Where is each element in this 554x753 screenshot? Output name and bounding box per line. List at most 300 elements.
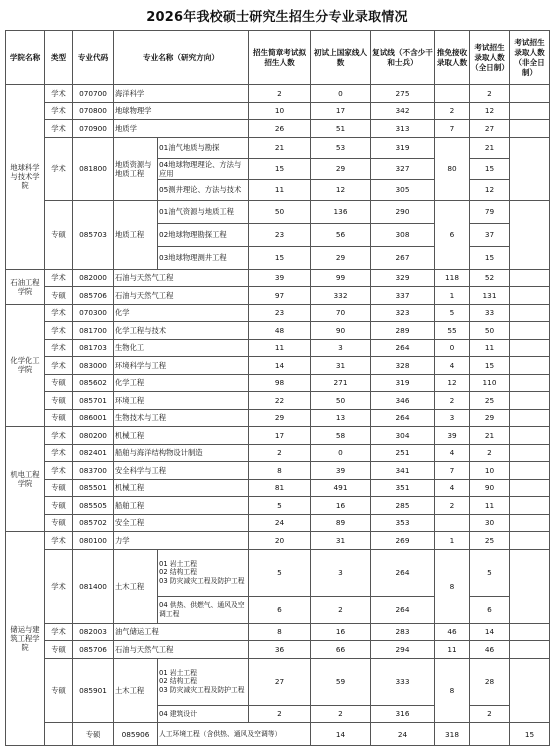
line-cell: 58	[311, 427, 371, 445]
score-cell: 333	[371, 658, 435, 705]
college-cell: 地球科学与技术学院	[6, 85, 45, 270]
major-cell: 机械工程	[114, 479, 249, 497]
code-cell: 082003	[73, 623, 114, 641]
major-cell: 安全科学与工程	[114, 462, 249, 480]
header-exempt: 推免接收录取人数	[435, 31, 470, 85]
plan-cell: 97	[249, 287, 311, 305]
fulltime-cell: 29	[470, 409, 510, 427]
type-cell: 专硕	[45, 641, 73, 659]
header-type: 类型	[45, 31, 73, 85]
line-cell: 89	[311, 514, 371, 532]
line-cell: 39	[311, 462, 371, 480]
code-cell: 085501	[73, 479, 114, 497]
table-row	[6, 102, 550, 120]
score-cell: 294	[371, 641, 435, 659]
exempt-cell: 55	[435, 322, 470, 340]
table-row	[6, 549, 550, 596]
type-cell: 学术	[45, 532, 73, 550]
exempt-cell: 2	[435, 497, 470, 515]
major-cell: 环境科学与工程	[114, 357, 249, 375]
parttime-cell	[510, 120, 550, 138]
plan-cell: 20	[249, 532, 311, 550]
exempt-cell: 4	[435, 357, 470, 375]
fulltime-cell: 21	[470, 137, 510, 158]
major-cell: 地质工程	[114, 200, 158, 269]
parttime-cell	[510, 269, 550, 287]
major-cell: 船舶与海洋结构物设计制造	[114, 444, 249, 462]
table-row	[6, 304, 550, 322]
line-cell: 70	[311, 304, 371, 322]
code-cell: 085901	[73, 658, 114, 723]
plan-cell: 26	[249, 120, 311, 138]
exempt-cell	[435, 514, 470, 532]
score-cell: 327	[371, 158, 435, 179]
code-cell: 085703	[73, 200, 114, 269]
score-cell: 353	[371, 514, 435, 532]
parttime-cell	[510, 200, 550, 269]
code-cell: 086001	[73, 409, 114, 427]
exempt-cell: 1	[435, 287, 470, 305]
type-cell: 专硕	[45, 409, 73, 427]
line-cell: 31	[311, 532, 371, 550]
fulltime-cell: 12	[470, 179, 510, 200]
score-cell: 319	[371, 137, 435, 158]
parttime-cell	[510, 641, 550, 659]
type-cell: 学术	[45, 623, 73, 641]
plan-cell: 11	[249, 179, 311, 200]
direction-cell: 04地球物理理论、方法与应用	[158, 158, 249, 179]
parttime-cell	[510, 304, 550, 322]
plan-cell: 23	[249, 223, 311, 246]
fulltime-cell: 11	[470, 339, 510, 357]
code-cell: 085505	[73, 497, 114, 515]
score-cell: 341	[371, 462, 435, 480]
major-cell: 环境工程	[114, 392, 249, 410]
direction-cell: 01 岩土工程 02 结构工程 03 防灾减灾工程及防护工程	[158, 549, 249, 596]
line-cell: 59	[311, 658, 371, 705]
line-cell: 66	[311, 641, 371, 659]
line-cell: 13	[311, 409, 371, 427]
table-row	[6, 137, 550, 158]
fulltime-cell: 27	[470, 120, 510, 138]
exempt-cell: 11	[435, 641, 470, 659]
major-cell: 人工环境工程（含供热、通风及空调等）	[158, 723, 311, 746]
table-row	[6, 200, 550, 223]
major-cell: 土木工程	[114, 658, 158, 723]
table-row	[6, 658, 550, 705]
direction-cell: 01油气资源与地质工程	[158, 200, 249, 223]
code-cell: 080200	[73, 427, 114, 445]
code-cell: 082000	[73, 269, 114, 287]
line-cell: 50	[311, 392, 371, 410]
plan-cell: 48	[249, 322, 311, 340]
direction-cell: 03地球物理测井工程	[158, 246, 249, 269]
parttime-cell	[510, 392, 550, 410]
score-cell: 319	[371, 374, 435, 392]
line-cell: 3	[311, 549, 371, 596]
parttime-cell	[510, 137, 550, 200]
type-cell: 学术	[45, 549, 73, 623]
parttime-cell	[510, 374, 550, 392]
fulltime-cell: 11	[470, 497, 510, 515]
fulltime-cell: 15	[510, 723, 550, 746]
fulltime-cell: 5	[470, 549, 510, 596]
type-cell: 学术	[45, 269, 73, 287]
score-cell: 290	[371, 200, 435, 223]
type-cell: 学术	[45, 339, 73, 357]
table-row	[6, 444, 550, 462]
major-cell: 化学	[114, 304, 249, 322]
code-cell: 085602	[73, 374, 114, 392]
parttime-cell	[510, 658, 550, 723]
exempt-cell	[435, 85, 470, 103]
parttime-cell	[510, 479, 550, 497]
major-cell: 海洋科学	[114, 85, 249, 103]
fulltime-cell: 6	[470, 596, 510, 623]
code-cell: 080100	[73, 532, 114, 550]
exempt-cell: 3	[435, 409, 470, 427]
score-cell: 351	[371, 479, 435, 497]
table-row	[6, 427, 550, 445]
exempt-cell: 5	[435, 304, 470, 322]
line-cell: 0	[311, 85, 371, 103]
exempt-cell: 7	[435, 462, 470, 480]
type-cell: 学术	[45, 120, 73, 138]
plan-cell: 2	[249, 705, 311, 723]
code-cell: 085906	[114, 723, 158, 746]
fulltime-cell: 15	[470, 357, 510, 375]
type-cell: 专硕	[45, 479, 73, 497]
fulltime-cell: 50	[470, 322, 510, 340]
exempt-cell: 1	[435, 532, 470, 550]
code-cell: 082401	[73, 444, 114, 462]
major-cell: 石油与天然气工程	[114, 287, 249, 305]
line-cell: 53	[311, 137, 371, 158]
code-cell: 085701	[73, 392, 114, 410]
plan-cell: 27	[249, 658, 311, 705]
major-cell: 油气储运工程	[114, 623, 249, 641]
plan-cell: 21	[249, 137, 311, 158]
table-row	[6, 462, 550, 480]
major-cell: 安全工程	[114, 514, 249, 532]
score-cell: 283	[371, 623, 435, 641]
plan-cell: 81	[249, 479, 311, 497]
plan-cell: 8	[249, 462, 311, 480]
score-cell: 318	[435, 723, 470, 746]
score-cell: 269	[371, 532, 435, 550]
parttime-cell	[510, 85, 550, 103]
page-title: 2026年我校硕士研究生招生分专业录取情况	[146, 10, 408, 25]
type-cell: 学术	[45, 85, 73, 103]
score-cell: 264	[371, 409, 435, 427]
major-cell: 石油与天然气工程	[114, 641, 249, 659]
score-cell: 313	[371, 120, 435, 138]
score-cell: 323	[371, 304, 435, 322]
line-cell: 99	[311, 269, 371, 287]
major-cell: 生物技术与工程	[114, 409, 249, 427]
type-cell: 学术	[45, 427, 73, 445]
exempt-cell: 0	[435, 339, 470, 357]
header-score: 复试线（不含少干和士兵）	[371, 31, 435, 85]
line-cell: 24	[371, 723, 435, 746]
exempt-cell: 6	[435, 200, 470, 269]
fulltime-cell: 37	[470, 223, 510, 246]
code-cell: 070300	[73, 304, 114, 322]
code-cell: 081700	[73, 322, 114, 340]
college-cell: 化学化工学院	[6, 304, 45, 427]
plan-cell: 36	[249, 641, 311, 659]
plan-cell: 5	[249, 497, 311, 515]
direction-cell: 02地球物理勘探工程	[158, 223, 249, 246]
line-cell: 31	[311, 357, 371, 375]
fulltime-cell: 52	[470, 269, 510, 287]
line-cell: 16	[311, 497, 371, 515]
fulltime-cell: 15	[470, 158, 510, 179]
table-row	[6, 409, 550, 427]
score-cell: 316	[371, 705, 435, 723]
header-code: 专业代码	[73, 31, 114, 85]
parttime-cell	[510, 532, 550, 550]
header-fulltime: 考试招生录取人数（全日制）	[470, 31, 510, 85]
fulltime-cell: 131	[470, 287, 510, 305]
parttime-cell	[510, 322, 550, 340]
fulltime-cell: 110	[470, 374, 510, 392]
type-cell: 专硕	[45, 374, 73, 392]
fulltime-cell: 46	[470, 641, 510, 659]
score-cell: 337	[371, 287, 435, 305]
major-cell: 机械工程	[114, 427, 249, 445]
plan-cell: 6	[249, 596, 311, 623]
code-cell: 081800	[73, 137, 114, 200]
score-cell: 289	[371, 322, 435, 340]
type-cell: 学术	[45, 304, 73, 322]
score-cell: 329	[371, 269, 435, 287]
line-cell: 136	[311, 200, 371, 223]
code-cell: 083000	[73, 357, 114, 375]
line-cell: 51	[311, 120, 371, 138]
table-row	[6, 392, 550, 410]
code-cell: 081703	[73, 339, 114, 357]
type-cell: 学术	[45, 137, 73, 200]
college-cell	[45, 723, 73, 746]
fulltime-cell: 12	[470, 102, 510, 120]
line-cell: 16	[311, 623, 371, 641]
exempt-cell: 12	[435, 374, 470, 392]
code-cell: 085702	[73, 514, 114, 532]
fulltime-cell: 2	[470, 85, 510, 103]
major-cell: 石油与天然气工程	[114, 269, 249, 287]
plan-cell: 50	[249, 200, 311, 223]
plan-cell: 98	[249, 374, 311, 392]
table-row	[6, 514, 550, 532]
fulltime-cell: 2	[470, 444, 510, 462]
code-cell: 085706	[73, 641, 114, 659]
major-cell: 船舶工程	[114, 497, 249, 515]
parttime-cell	[510, 623, 550, 641]
line-cell: 332	[311, 287, 371, 305]
parttime-cell	[510, 339, 550, 357]
score-cell: 342	[371, 102, 435, 120]
plan-cell: 15	[249, 246, 311, 269]
line-cell: 17	[311, 102, 371, 120]
exempt-cell: 39	[435, 427, 470, 445]
table-row	[6, 532, 550, 550]
parttime-cell	[510, 102, 550, 120]
parttime-cell	[510, 444, 550, 462]
code-cell: 083700	[73, 462, 114, 480]
major-cell: 地质学	[114, 120, 249, 138]
line-cell: 3	[311, 339, 371, 357]
major-cell: 力学	[114, 532, 249, 550]
type-cell: 学术	[45, 322, 73, 340]
table-row	[6, 497, 550, 515]
code-cell: 070800	[73, 102, 114, 120]
score-cell: 264	[371, 549, 435, 596]
plan-cell: 5	[249, 549, 311, 596]
type-cell: 学术	[45, 357, 73, 375]
score-cell: 308	[371, 223, 435, 246]
fulltime-cell: 79	[470, 200, 510, 223]
fulltime-cell: 21	[470, 427, 510, 445]
header-parttime: 考试招生录取人数（非全日制）	[510, 31, 550, 85]
type-cell: 专硕	[45, 392, 73, 410]
type-cell: 学术	[45, 444, 73, 462]
line-cell: 56	[311, 223, 371, 246]
plan-cell: 2	[249, 444, 311, 462]
type-cell: 学术	[45, 102, 73, 120]
table-row	[6, 357, 550, 375]
score-cell: 264	[371, 596, 435, 623]
type-cell: 学术	[45, 462, 73, 480]
exempt-cell	[470, 723, 510, 746]
fulltime-cell: 14	[470, 623, 510, 641]
line-cell: 0	[311, 444, 371, 462]
plan-cell: 17	[249, 427, 311, 445]
score-cell: 304	[371, 427, 435, 445]
plan-cell: 22	[249, 392, 311, 410]
score-cell: 275	[371, 85, 435, 103]
fulltime-cell: 30	[470, 514, 510, 532]
exempt-cell: 8	[435, 549, 470, 623]
type-cell: 专硕	[45, 658, 73, 723]
plan-cell: 39	[249, 269, 311, 287]
header-major: 专业名称（研究方向）	[114, 31, 249, 85]
plan-cell: 29	[249, 409, 311, 427]
table-row	[6, 479, 550, 497]
admission-table	[5, 30, 550, 746]
code-cell: 070700	[73, 85, 114, 103]
type-cell: 专硕	[45, 497, 73, 515]
line-cell: 90	[311, 322, 371, 340]
type-cell: 专硕	[73, 723, 114, 746]
score-cell: 251	[371, 444, 435, 462]
exempt-cell: 8	[435, 658, 470, 723]
major-cell: 地球物理学	[114, 102, 249, 120]
parttime-cell	[510, 514, 550, 532]
line-cell: 271	[311, 374, 371, 392]
plan-cell: 14	[311, 723, 371, 746]
score-cell: 285	[371, 497, 435, 515]
type-cell: 专硕	[45, 287, 73, 305]
major-cell: 生物化工	[114, 339, 249, 357]
direction-cell: 01 岩土工程 02 结构工程 03 防灾减灾工程及防护工程	[158, 658, 249, 705]
plan-cell: 8	[249, 623, 311, 641]
score-cell: 267	[371, 246, 435, 269]
fulltime-cell: 25	[470, 392, 510, 410]
parttime-cell	[510, 427, 550, 445]
type-cell: 专硕	[45, 200, 73, 269]
score-cell: 328	[371, 357, 435, 375]
exempt-cell: 4	[435, 479, 470, 497]
fulltime-cell: 15	[470, 246, 510, 269]
major-cell: 化学工程与技术	[114, 322, 249, 340]
major-cell: 土木工程	[114, 549, 158, 623]
line-cell: 29	[311, 246, 371, 269]
code-cell: 081400	[73, 549, 114, 623]
exempt-cell: 7	[435, 120, 470, 138]
table-row	[6, 120, 550, 138]
exempt-cell: 2	[435, 392, 470, 410]
header-line: 初试上国家线人数	[311, 31, 371, 85]
table-row	[6, 85, 550, 103]
exempt-cell: 118	[435, 269, 470, 287]
line-cell: 2	[311, 596, 371, 623]
plan-cell: 15	[249, 158, 311, 179]
plan-cell: 14	[249, 357, 311, 375]
table-row	[6, 269, 550, 287]
score-cell: 264	[371, 339, 435, 357]
line-cell: 29	[311, 158, 371, 179]
major-cell: 地质资源与地质工程	[114, 137, 158, 200]
college-cell: 机电工程学院	[6, 427, 45, 532]
exempt-cell: 80	[435, 137, 470, 200]
fulltime-cell: 90	[470, 479, 510, 497]
direction-cell: 04 供热、供燃气、通风及空调工程	[158, 596, 249, 623]
direction-cell: 04 建筑设计	[158, 705, 249, 723]
line-cell: 491	[311, 479, 371, 497]
exempt-cell: 2	[435, 102, 470, 120]
fulltime-cell: 25	[470, 532, 510, 550]
plan-cell: 24	[249, 514, 311, 532]
table-header-row	[6, 31, 550, 85]
line-cell: 12	[311, 179, 371, 200]
fulltime-cell: 10	[470, 462, 510, 480]
direction-cell: 01油气地质与勘探	[158, 137, 249, 158]
parttime-cell	[510, 409, 550, 427]
college-cell: 储运与建筑工程学院	[6, 532, 45, 746]
fulltime-cell: 28	[470, 658, 510, 705]
code-cell: 070900	[73, 120, 114, 138]
fulltime-cell: 2	[470, 705, 510, 723]
table-row	[6, 623, 550, 641]
score-cell: 346	[371, 392, 435, 410]
college-cell: 石油工程学院	[6, 269, 45, 304]
code-cell: 085706	[73, 287, 114, 305]
major-cell: 化学工程	[114, 374, 249, 392]
table-row	[6, 287, 550, 305]
plan-cell: 10	[249, 102, 311, 120]
header-college: 学院名称	[6, 31, 45, 85]
table-row	[6, 641, 550, 659]
exempt-cell: 4	[435, 444, 470, 462]
plan-cell: 2	[249, 85, 311, 103]
line-cell: 2	[311, 705, 371, 723]
plan-cell: 11	[249, 339, 311, 357]
parttime-cell	[510, 462, 550, 480]
table-row	[6, 322, 550, 340]
parttime-cell	[510, 549, 550, 623]
parttime-cell	[510, 287, 550, 305]
